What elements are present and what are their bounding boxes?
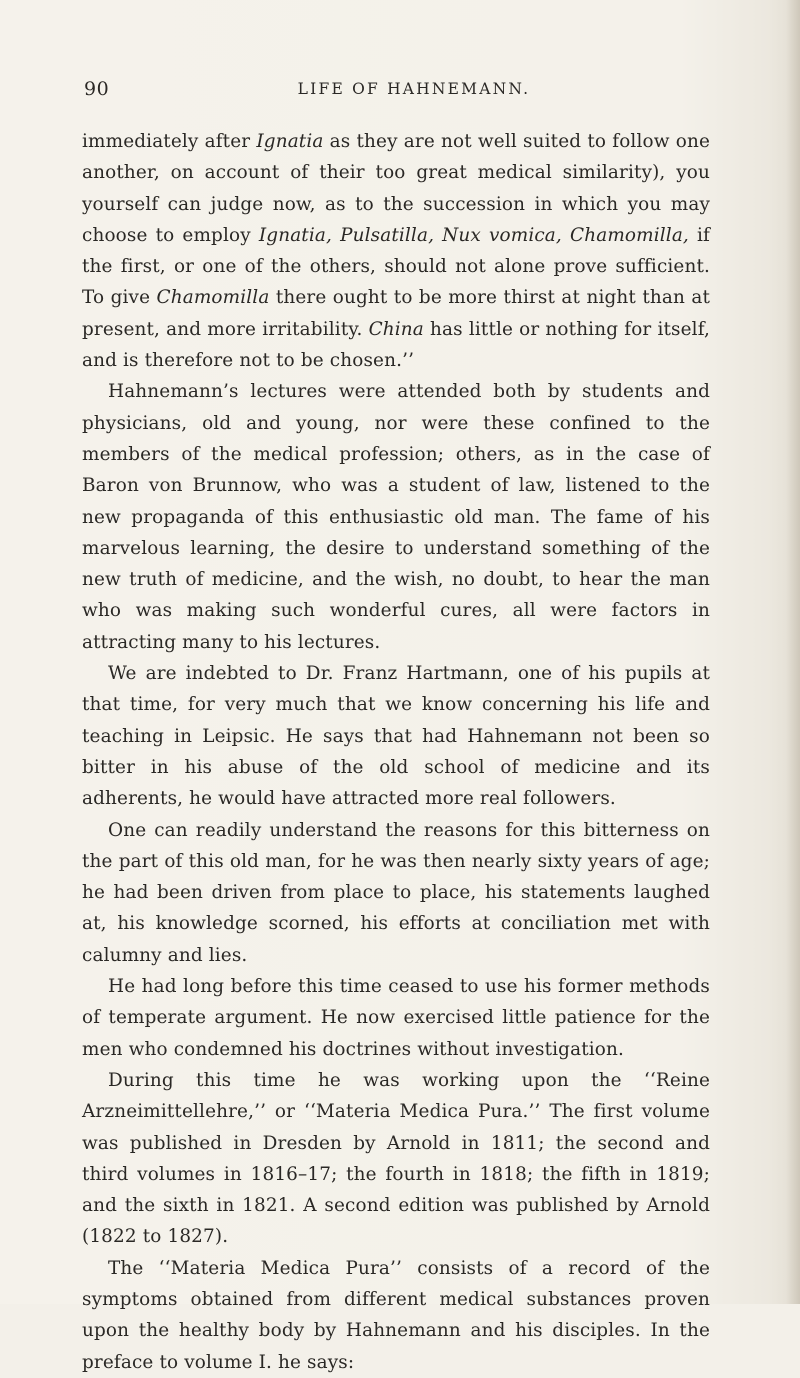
text-run: One can readily understand the reasons for this bitterness on the part of this old man, for he was then nearly sixty years of age; he had been driven from place to place, his statements laughed at, his knowledge scorned, his efforts at conciliation met with calumny and lies. bbox=[82, 819, 710, 966]
page-edge-shadow bbox=[786, 0, 800, 1304]
paragraph bbox=[82, 658, 710, 814]
paragraph bbox=[82, 1253, 710, 1378]
body-text bbox=[82, 126, 710, 1378]
text-run: there ought to be more thirst at night than at present, and more irritability. bbox=[82, 287, 710, 340]
text-run: Hahnemann’s lectures were attended both by students and physicians, old and young, nor were these confined to the members of the medical profession; others, as in the case of Baron von Brunnow, who was a student of law, listened to the new propaganda of this enthusiastic old man. The fame of his marvelous learning, the desire to understand something of the new truth of medicine, and the wish, no doubt, to hear the man who was making such wonderful cures, all were factors in attracting many to his lectures. bbox=[82, 381, 710, 653]
page-number: 90 bbox=[84, 78, 110, 100]
text-run: as they are not well suited to follow one another, on account of their too great medical similarity), you yourself can judge now, as to the succession in which you may choose to employ bbox=[82, 131, 710, 246]
italic-text-run: Ignatia bbox=[256, 131, 324, 152]
text-run: He had long before this time ceased to use his former methods of temperate argument. He now exercised little patience for the men who condemned his doctrines without investigation. bbox=[82, 976, 710, 1060]
text-run: if the first, or one of the others, should not alone prove sufficient. To give bbox=[82, 224, 711, 309]
paragraph bbox=[82, 971, 710, 1065]
text-run: immediately after bbox=[82, 131, 257, 152]
italic-text-run: Ignatia, Pulsatilla, Nux vomica, Chamomilla, bbox=[258, 224, 689, 246]
running-title: LIFE OF HAHNEMANN. bbox=[297, 80, 531, 98]
running-head bbox=[84, 78, 714, 112]
paragraph bbox=[82, 1065, 710, 1253]
text-run: has little or nothing for itself, and is therefore not to be chosen.’’ bbox=[82, 318, 710, 372]
text-run: The ‘‘Materia Medica Pura’’ consists of a record of the symptoms obtained from different medical substances proven upon the healthy body by Hahnemann and his disciples. In the preface to volume I. he says: bbox=[82, 1257, 710, 1373]
text-run: We are indebted to Dr. Franz Hartmann, one of his pupils at that time, for very much that we know concerning his life and teaching in Leipsic. He says that had Hahnemann not been so bitter in his abuse of the old school of medicine and its adherents, he would have attracted more real followers. bbox=[82, 663, 710, 810]
text-run: During this time he was working upon the ‘‘Reine Arzneimittellehre,’’ or ‘‘Materia Medica Pura.’’ The first volume was published in Dresden by Arnold in 1811; the second and third volumes in 1816–17; the fourth in 1818; the fifth in 1819; and the sixth in 1821. A second edition was published by Arnold (1822 to 1827). bbox=[82, 1069, 710, 1248]
italic-text-run: China bbox=[368, 318, 424, 340]
paragraph bbox=[82, 126, 710, 376]
paragraph bbox=[82, 376, 710, 658]
paragraph bbox=[82, 815, 710, 971]
italic-text-run: Chamomilla bbox=[156, 287, 270, 309]
